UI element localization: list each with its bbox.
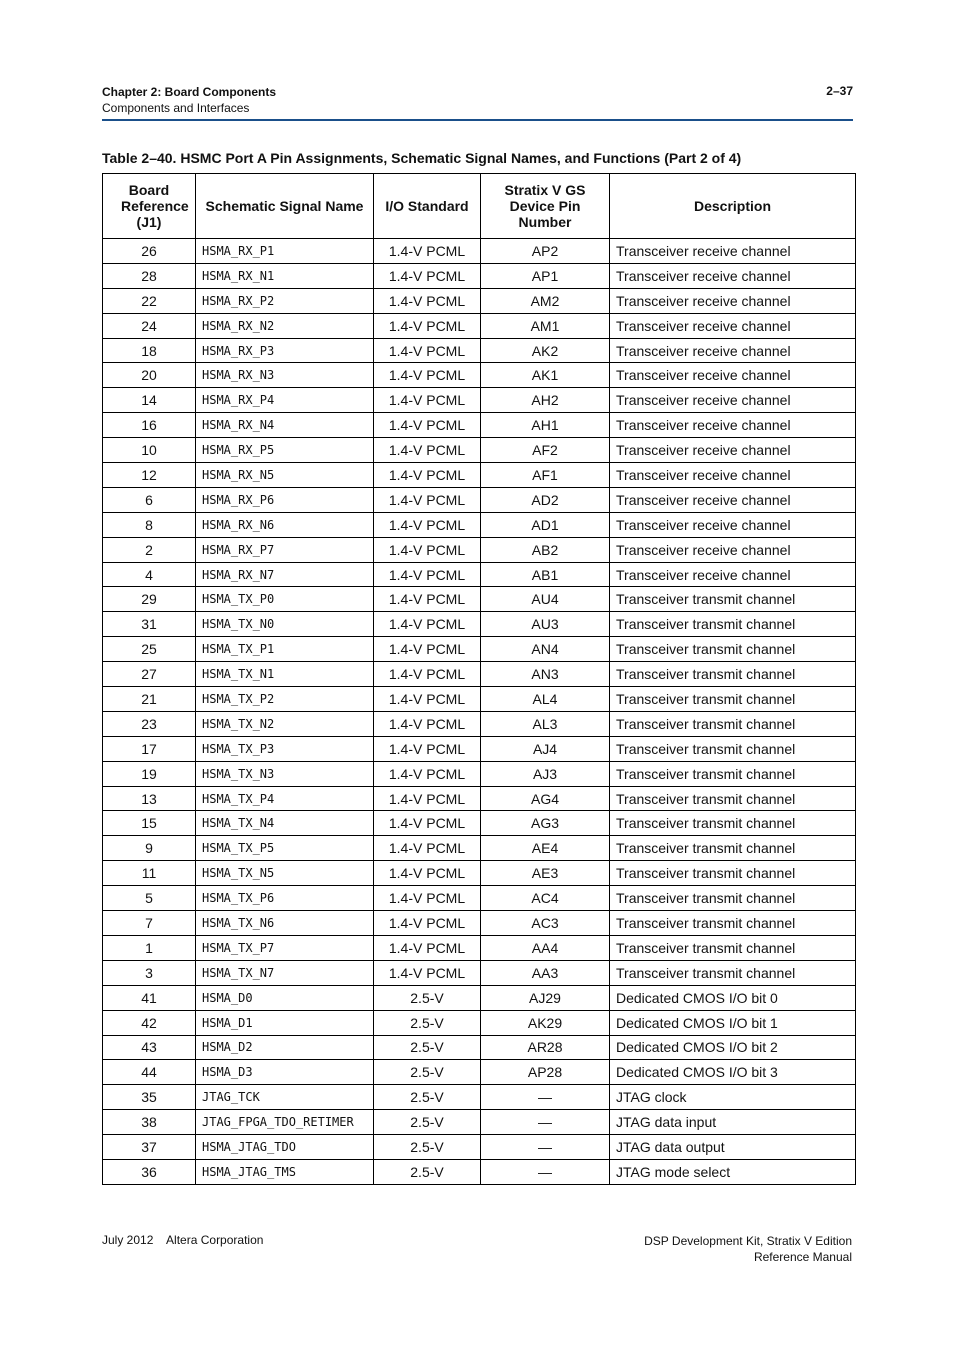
- cell-device-pin: AN4: [481, 637, 610, 662]
- cell-device-pin: AU3: [481, 612, 610, 637]
- cell-device-pin: —: [481, 1159, 610, 1184]
- footer-document: [644, 1233, 852, 1265]
- cell-description: Transceiver receive channel: [610, 487, 856, 512]
- cell-io-standard: 1.4-V PCML: [374, 935, 481, 960]
- table-row: [103, 861, 856, 886]
- cell-signal-name: HSMA_D1: [196, 1010, 374, 1035]
- header-signal-name: Schematic Signal Name: [196, 174, 374, 239]
- cell-board-reference: 28: [103, 263, 196, 288]
- table-row: [103, 338, 856, 363]
- cell-signal-name: HSMA_RX_N3: [196, 363, 374, 388]
- cell-board-reference: 13: [103, 786, 196, 811]
- cell-device-pin: AR28: [481, 1035, 610, 1060]
- cell-device-pin: AC3: [481, 911, 610, 936]
- cell-signal-name: HSMA_D0: [196, 985, 374, 1010]
- cell-io-standard: 1.4-V PCML: [374, 711, 481, 736]
- table-row: [103, 239, 856, 264]
- table-row: [103, 388, 856, 413]
- cell-io-standard: 1.4-V PCML: [374, 239, 481, 264]
- cell-signal-name: HSMA_RX_P4: [196, 388, 374, 413]
- cell-signal-name: HSMA_TX_N0: [196, 612, 374, 637]
- cell-signal-name: HSMA_TX_P0: [196, 587, 374, 612]
- table-row: [103, 288, 856, 313]
- table-row: [103, 438, 856, 463]
- cell-io-standard: 1.4-V PCML: [374, 662, 481, 687]
- cell-device-pin: AK1: [481, 363, 610, 388]
- table-header-row: [103, 174, 856, 239]
- table-row: [103, 736, 856, 761]
- cell-device-pin: AJ4: [481, 736, 610, 761]
- cell-io-standard: 1.4-V PCML: [374, 886, 481, 911]
- cell-description: Transceiver receive channel: [610, 263, 856, 288]
- cell-signal-name: HSMA_TX_N7: [196, 960, 374, 985]
- cell-board-reference: 8: [103, 512, 196, 537]
- cell-io-standard: 1.4-V PCML: [374, 637, 481, 662]
- table-row: [103, 612, 856, 637]
- cell-io-standard: 1.4-V PCML: [374, 761, 481, 786]
- table-row: [103, 1085, 856, 1110]
- cell-io-standard: 1.4-V PCML: [374, 562, 481, 587]
- table-row: [103, 537, 856, 562]
- cell-signal-name: JTAG_TCK: [196, 1085, 374, 1110]
- table-row: [103, 263, 856, 288]
- cell-io-standard: 1.4-V PCML: [374, 438, 481, 463]
- table-row: [103, 811, 856, 836]
- table-row: [103, 662, 856, 687]
- footer-doc-type: Reference Manual: [753, 1250, 852, 1264]
- cell-device-pin: AD2: [481, 487, 610, 512]
- cell-board-reference: 6: [103, 487, 196, 512]
- cell-signal-name: JTAG_FPGA_TDO_RETIMER: [196, 1110, 374, 1135]
- table-row: [103, 761, 856, 786]
- cell-board-reference: 16: [103, 413, 196, 438]
- cell-board-reference: 41: [103, 985, 196, 1010]
- cell-device-pin: AK29: [481, 1010, 610, 1035]
- cell-board-reference: 29: [103, 587, 196, 612]
- pin-assignment-table: [102, 173, 856, 1185]
- cell-board-reference: 5: [103, 886, 196, 911]
- table-row: [103, 786, 856, 811]
- cell-device-pin: AF1: [481, 463, 610, 488]
- cell-description: Transceiver receive channel: [610, 239, 856, 264]
- header-board-reference: Board Reference (J1): [103, 174, 196, 239]
- cell-device-pin: AB1: [481, 562, 610, 587]
- cell-description: Transceiver transmit channel: [610, 786, 856, 811]
- cell-io-standard: 1.4-V PCML: [374, 861, 481, 886]
- cell-device-pin: AH1: [481, 413, 610, 438]
- cell-signal-name: HSMA_TX_P2: [196, 687, 374, 712]
- cell-io-standard: 1.4-V PCML: [374, 338, 481, 363]
- table-body: [103, 239, 856, 1185]
- cell-signal-name: HSMA_JTAG_TMS: [196, 1159, 374, 1184]
- table-row: [103, 413, 856, 438]
- page-number: 2–37: [826, 84, 853, 98]
- cell-signal-name: HSMA_RX_P6: [196, 487, 374, 512]
- cell-io-standard: 2.5-V: [374, 1010, 481, 1035]
- cell-board-reference: 21: [103, 687, 196, 712]
- cell-signal-name: HSMA_D2: [196, 1035, 374, 1060]
- cell-device-pin: AG3: [481, 811, 610, 836]
- header-io-standard: I/O Standard: [374, 174, 481, 239]
- cell-io-standard: 1.4-V PCML: [374, 313, 481, 338]
- cell-board-reference: 1: [103, 935, 196, 960]
- cell-description: Transceiver transmit channel: [610, 811, 856, 836]
- table-row: [103, 836, 856, 861]
- cell-io-standard: 1.4-V PCML: [374, 587, 481, 612]
- cell-io-standard: 2.5-V: [374, 1060, 481, 1085]
- chapter-title: Chapter 2: Board Components: [102, 85, 277, 99]
- table-row: [103, 911, 856, 936]
- cell-signal-name: HSMA_TX_P5: [196, 836, 374, 861]
- cell-description: Transceiver receive channel: [610, 438, 856, 463]
- cell-description: Transceiver transmit channel: [610, 911, 856, 936]
- table-row: [103, 1159, 856, 1184]
- cell-device-pin: AJ3: [481, 761, 610, 786]
- cell-io-standard: 1.4-V PCML: [374, 288, 481, 313]
- cell-io-standard: 1.4-V PCML: [374, 263, 481, 288]
- cell-io-standard: 1.4-V PCML: [374, 736, 481, 761]
- cell-board-reference: 14: [103, 388, 196, 413]
- table-row: [103, 1060, 856, 1085]
- table-row: [103, 1110, 856, 1135]
- cell-io-standard: 1.4-V PCML: [374, 463, 481, 488]
- table-row: [103, 363, 856, 388]
- cell-description: JTAG data output: [610, 1135, 856, 1160]
- cell-description: Dedicated CMOS I/O bit 1: [610, 1010, 856, 1035]
- header-rule: [102, 119, 853, 121]
- cell-signal-name: HSMA_RX_N5: [196, 463, 374, 488]
- cell-signal-name: HSMA_RX_N7: [196, 562, 374, 587]
- cell-device-pin: AM2: [481, 288, 610, 313]
- cell-device-pin: —: [481, 1135, 610, 1160]
- cell-device-pin: AP1: [481, 263, 610, 288]
- cell-description: Transceiver transmit channel: [610, 687, 856, 712]
- cell-description: Transceiver transmit channel: [610, 861, 856, 886]
- cell-io-standard: 2.5-V: [374, 1159, 481, 1184]
- cell-signal-name: HSMA_TX_N5: [196, 861, 374, 886]
- table-row: [103, 512, 856, 537]
- cell-description: Transceiver transmit channel: [610, 736, 856, 761]
- cell-description: Transceiver receive channel: [610, 363, 856, 388]
- table-row: [103, 711, 856, 736]
- table-row: [103, 960, 856, 985]
- cell-signal-name: HSMA_TX_P3: [196, 736, 374, 761]
- cell-signal-name: HSMA_RX_N6: [196, 512, 374, 537]
- cell-board-reference: 10: [103, 438, 196, 463]
- cell-board-reference: 3: [103, 960, 196, 985]
- cell-board-reference: 36: [103, 1159, 196, 1184]
- header-description: Description: [610, 174, 856, 239]
- cell-board-reference: 31: [103, 612, 196, 637]
- running-header: [102, 84, 276, 116]
- table-row: [103, 1010, 856, 1035]
- cell-device-pin: —: [481, 1110, 610, 1135]
- cell-board-reference: 24: [103, 313, 196, 338]
- footer-doc-title: DSP Development Kit, Stratix V Edition: [644, 1234, 852, 1248]
- cell-io-standard: 1.4-V PCML: [374, 612, 481, 637]
- cell-signal-name: HSMA_TX_P1: [196, 637, 374, 662]
- cell-description: Dedicated CMOS I/O bit 0: [610, 985, 856, 1010]
- cell-description: Transceiver receive channel: [610, 288, 856, 313]
- cell-device-pin: AF2: [481, 438, 610, 463]
- cell-device-pin: AA4: [481, 935, 610, 960]
- table-row: [103, 1135, 856, 1160]
- table-row: [103, 463, 856, 488]
- cell-device-pin: AM1: [481, 313, 610, 338]
- cell-signal-name: HSMA_TX_P6: [196, 886, 374, 911]
- cell-device-pin: AE4: [481, 836, 610, 861]
- cell-description: Transceiver transmit channel: [610, 637, 856, 662]
- table-caption: Table 2–40. HSMC Port A Pin Assignments, Schematic Signal Names, and Functions (Part 2 of 4): [102, 150, 742, 166]
- cell-description: Transceiver transmit channel: [610, 886, 856, 911]
- cell-io-standard: 2.5-V: [374, 1135, 481, 1160]
- cell-board-reference: 23: [103, 711, 196, 736]
- cell-board-reference: 4: [103, 562, 196, 587]
- cell-io-standard: 1.4-V PCML: [374, 786, 481, 811]
- cell-description: Transceiver receive channel: [610, 338, 856, 363]
- cell-board-reference: 15: [103, 811, 196, 836]
- cell-io-standard: 2.5-V: [374, 1035, 481, 1060]
- cell-signal-name: HSMA_TX_N4: [196, 811, 374, 836]
- cell-description: Transceiver transmit channel: [610, 662, 856, 687]
- cell-device-pin: AP2: [481, 239, 610, 264]
- cell-signal-name: HSMA_TX_N3: [196, 761, 374, 786]
- cell-io-standard: 2.5-V: [374, 1110, 481, 1135]
- cell-description: Dedicated CMOS I/O bit 2: [610, 1035, 856, 1060]
- cell-io-standard: 1.4-V PCML: [374, 363, 481, 388]
- cell-device-pin: AJ29: [481, 985, 610, 1010]
- cell-signal-name: HSMA_RX_P7: [196, 537, 374, 562]
- cell-description: Transceiver receive channel: [610, 413, 856, 438]
- table-row: [103, 587, 856, 612]
- cell-board-reference: 12: [103, 463, 196, 488]
- cell-device-pin: AP28: [481, 1060, 610, 1085]
- cell-signal-name: HSMA_RX_P2: [196, 288, 374, 313]
- cell-signal-name: HSMA_RX_N1: [196, 263, 374, 288]
- cell-board-reference: 17: [103, 736, 196, 761]
- cell-description: Transceiver receive channel: [610, 313, 856, 338]
- cell-description: Transceiver receive channel: [610, 512, 856, 537]
- cell-description: Transceiver receive channel: [610, 463, 856, 488]
- cell-signal-name: HSMA_RX_P5: [196, 438, 374, 463]
- cell-description: JTAG data input: [610, 1110, 856, 1135]
- cell-signal-name: HSMA_TX_N1: [196, 662, 374, 687]
- cell-device-pin: AD1: [481, 512, 610, 537]
- cell-signal-name: HSMA_TX_N2: [196, 711, 374, 736]
- cell-description: Transceiver receive channel: [610, 537, 856, 562]
- cell-device-pin: AA3: [481, 960, 610, 985]
- cell-board-reference: 25: [103, 637, 196, 662]
- cell-signal-name: HSMA_RX_P3: [196, 338, 374, 363]
- table-row: [103, 1035, 856, 1060]
- cell-description: Transceiver receive channel: [610, 562, 856, 587]
- cell-device-pin: AN3: [481, 662, 610, 687]
- cell-device-pin: AE3: [481, 861, 610, 886]
- cell-board-reference: 9: [103, 836, 196, 861]
- cell-board-reference: 2: [103, 537, 196, 562]
- cell-description: Transceiver receive channel: [610, 388, 856, 413]
- cell-io-standard: 1.4-V PCML: [374, 960, 481, 985]
- cell-board-reference: 38: [103, 1110, 196, 1135]
- cell-board-reference: 35: [103, 1085, 196, 1110]
- cell-board-reference: 18: [103, 338, 196, 363]
- cell-device-pin: —: [481, 1085, 610, 1110]
- cell-description: Transceiver transmit channel: [610, 960, 856, 985]
- cell-signal-name: HSMA_RX_P1: [196, 239, 374, 264]
- cell-io-standard: 1.4-V PCML: [374, 537, 481, 562]
- cell-signal-name: HSMA_JTAG_TDO: [196, 1135, 374, 1160]
- cell-board-reference: 37: [103, 1135, 196, 1160]
- cell-board-reference: 22: [103, 288, 196, 313]
- table-row: [103, 313, 856, 338]
- cell-board-reference: 20: [103, 363, 196, 388]
- cell-board-reference: 43: [103, 1035, 196, 1060]
- table-row: [103, 985, 856, 1010]
- table-row: [103, 562, 856, 587]
- table-row: [103, 487, 856, 512]
- cell-device-pin: AH2: [481, 388, 610, 413]
- cell-device-pin: AL4: [481, 687, 610, 712]
- cell-description: Transceiver transmit channel: [610, 711, 856, 736]
- cell-io-standard: 1.4-V PCML: [374, 487, 481, 512]
- cell-signal-name: HSMA_RX_N4: [196, 413, 374, 438]
- cell-io-standard: 1.4-V PCML: [374, 687, 481, 712]
- cell-device-pin: AG4: [481, 786, 610, 811]
- cell-signal-name: HSMA_RX_N2: [196, 313, 374, 338]
- cell-board-reference: 44: [103, 1060, 196, 1085]
- cell-io-standard: 1.4-V PCML: [374, 836, 481, 861]
- cell-description: Transceiver transmit channel: [610, 612, 856, 637]
- cell-signal-name: HSMA_TX_N6: [196, 911, 374, 936]
- cell-board-reference: 27: [103, 662, 196, 687]
- cell-io-standard: 1.4-V PCML: [374, 811, 481, 836]
- table-row: [103, 687, 856, 712]
- cell-description: JTAG clock: [610, 1085, 856, 1110]
- cell-signal-name: HSMA_TX_P4: [196, 786, 374, 811]
- cell-io-standard: 1.4-V PCML: [374, 388, 481, 413]
- cell-signal-name: HSMA_D3: [196, 1060, 374, 1085]
- cell-signal-name: HSMA_TX_P7: [196, 935, 374, 960]
- cell-description: Transceiver transmit channel: [610, 935, 856, 960]
- cell-board-reference: 7: [103, 911, 196, 936]
- cell-description: Transceiver transmit channel: [610, 761, 856, 786]
- cell-io-standard: 1.4-V PCML: [374, 413, 481, 438]
- cell-board-reference: 19: [103, 761, 196, 786]
- cell-device-pin: AC4: [481, 886, 610, 911]
- header-device-pin: Stratix V GS Device Pin Number: [481, 174, 610, 239]
- cell-io-standard: 1.4-V PCML: [374, 512, 481, 537]
- cell-description: JTAG mode select: [610, 1159, 856, 1184]
- cell-board-reference: 11: [103, 861, 196, 886]
- cell-device-pin: AK2: [481, 338, 610, 363]
- cell-device-pin: AB2: [481, 537, 610, 562]
- cell-io-standard: 2.5-V: [374, 1085, 481, 1110]
- table-row: [103, 935, 856, 960]
- cell-io-standard: 1.4-V PCML: [374, 911, 481, 936]
- cell-device-pin: AL3: [481, 711, 610, 736]
- table-row: [103, 637, 856, 662]
- cell-device-pin: AU4: [481, 587, 610, 612]
- cell-description: Transceiver transmit channel: [610, 587, 856, 612]
- section-title: Components and Interfaces: [102, 101, 250, 115]
- table-row: [103, 886, 856, 911]
- cell-board-reference: 42: [103, 1010, 196, 1035]
- cell-io-standard: 2.5-V: [374, 985, 481, 1010]
- footer-date-company: July 2012 Altera Corporation: [102, 1233, 264, 1247]
- cell-board-reference: 26: [103, 239, 196, 264]
- cell-description: Dedicated CMOS I/O bit 3: [610, 1060, 856, 1085]
- cell-description: Transceiver transmit channel: [610, 836, 856, 861]
